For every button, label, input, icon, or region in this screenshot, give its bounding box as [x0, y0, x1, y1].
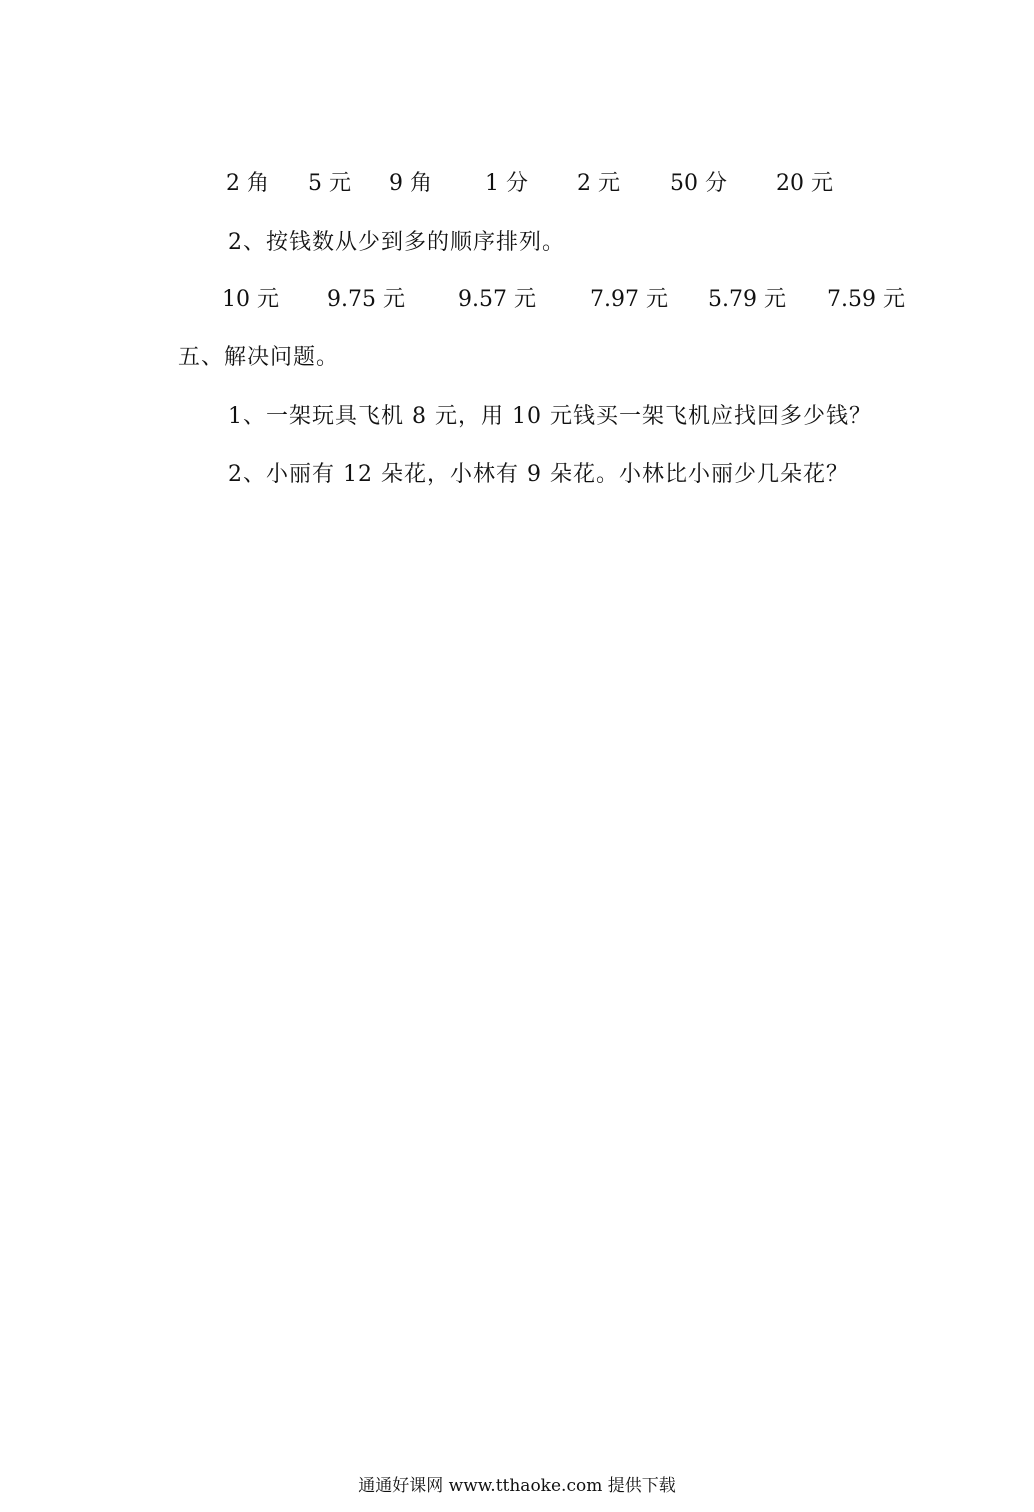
money-unit-item: 2 元	[577, 171, 620, 196]
amount-item: 5.79 元	[708, 287, 786, 312]
money-unit-item: 9 角	[389, 171, 432, 196]
money-unit-item: 1 分	[485, 171, 528, 196]
page-footer: 通通好课网 www.tthaoke.com 提供下载	[358, 1476, 676, 1496]
money-unit-item: 2 角	[226, 171, 269, 196]
amount-item: 7.97 元	[590, 287, 668, 312]
problem-1: 1、一架玩具飞机 8 元，用 10 元钱买一架飞机应找回多少钱？	[228, 404, 872, 429]
amount-item: 9.75 元	[327, 287, 405, 312]
money-unit-item: 50 分	[670, 171, 727, 196]
section-5-heading: 五、解决问题。	[178, 345, 340, 370]
question-2-instruction: 2、按钱数从少到多的顺序排列。	[228, 230, 565, 255]
money-unit-item: 20 元	[776, 171, 833, 196]
amount-item: 7.59 元	[827, 287, 905, 312]
amount-item: 9.57 元	[458, 287, 536, 312]
money-unit-item: 5 元	[308, 171, 351, 196]
amount-item: 10 元	[222, 287, 279, 312]
problem-2: 2、小丽有 12 朵花，小林有 9 朵花。小林比小丽少几朵花？	[228, 462, 849, 487]
